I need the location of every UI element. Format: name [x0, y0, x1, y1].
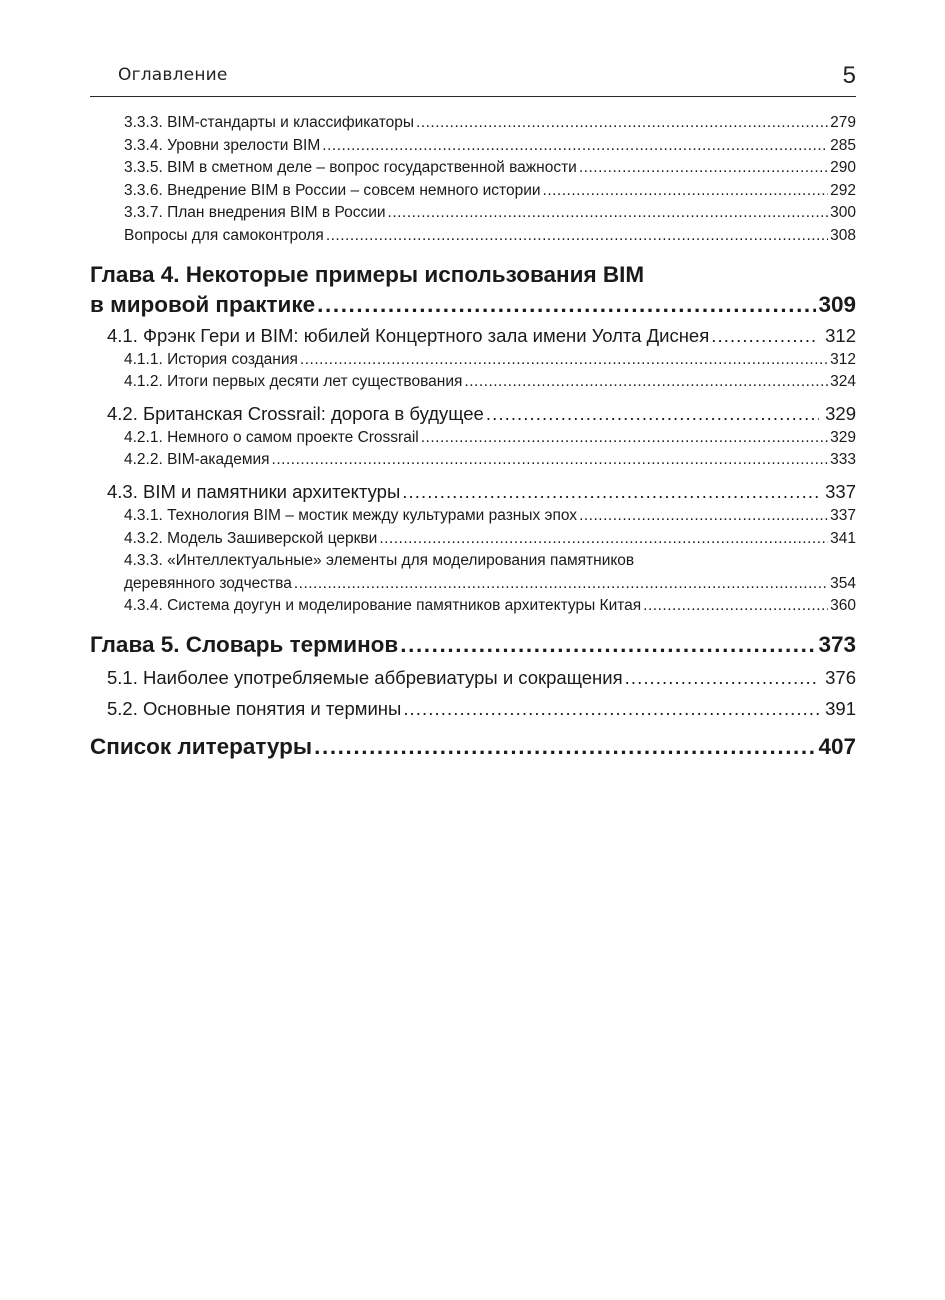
toc-entry-page: 279 [830, 114, 856, 131]
chapter-title-line1[interactable]: Глава 4. Некоторые примеры использования BIM [90, 261, 645, 287]
toc-entry-title-line1: 4.3.3. «Интеллектуальные» элементы для моделирования памятников [124, 552, 635, 570]
toc-entry-title: Вопросы для самоконтроля [124, 226, 324, 244]
toc-entry[interactable] [90, 371, 856, 394]
dot-leader [579, 157, 828, 180]
dot-leader [579, 505, 828, 528]
chapter-title: Глава 5. Словарь терминов [90, 631, 399, 657]
toc-entry-title-line2: деревянного зодчества [124, 574, 292, 592]
dot-leader [400, 630, 816, 660]
toc-entry[interactable] [90, 180, 856, 203]
chapter-title-line2: в мировой практике [90, 291, 316, 317]
toc-chapter-4 [90, 260, 856, 618]
toc-section-page: 376 [825, 666, 856, 688]
bibliography-heading[interactable] [90, 732, 856, 762]
running-header [90, 62, 856, 97]
chapter-page: 309 [818, 291, 856, 317]
toc-entry-page: 333 [830, 451, 856, 469]
toc-entry[interactable] [90, 349, 856, 372]
toc-entry-title: 4.1.2. Итоги первых десяти лет существования [124, 373, 463, 391]
toc-entry-title: 4.1.1. История создания [124, 350, 298, 368]
toc-entry-title: 4.3.2. Модель Зашиверской церкви [124, 529, 378, 547]
toc-entry[interactable] [90, 135, 856, 158]
toc-entry-page: 290 [830, 159, 856, 177]
bibliography-title: Список литературы [90, 733, 313, 759]
toc-entry[interactable] [90, 595, 856, 618]
dot-leader [317, 290, 816, 320]
running-header-title: Оглавление [118, 65, 228, 85]
dot-leader [543, 180, 829, 203]
chapter-page: 373 [818, 631, 856, 657]
page-number: 5 [842, 62, 856, 89]
bibliography-page: 407 [818, 733, 856, 759]
dot-leader [388, 202, 829, 225]
toc-entry-page: 329 [830, 428, 856, 446]
dot-leader [711, 322, 819, 349]
toc-entry[interactable] [90, 157, 856, 180]
toc-entry[interactable] [90, 427, 856, 450]
toc-section-page: 329 [825, 402, 856, 424]
toc-entry-page: 324 [830, 373, 856, 391]
toc-entry-title: 4.2.1. Немного о самом проекте Crossrail [124, 428, 419, 446]
toc-section[interactable] [90, 322, 856, 349]
dot-leader [314, 732, 816, 762]
dot-leader [464, 371, 828, 394]
toc-section-page: 391 [825, 697, 856, 719]
dot-leader [416, 112, 828, 135]
toc-entry[interactable] [90, 202, 856, 225]
toc-entry-wrapped[interactable] [90, 550, 856, 595]
toc-entry-title: 4.2.2. BIM-академия [124, 451, 270, 469]
dot-leader [643, 595, 828, 618]
toc-section[interactable] [90, 664, 856, 691]
toc-entry-page: 308 [830, 226, 856, 244]
toc-section-page: 312 [825, 324, 856, 346]
toc-entry-title: 3.3.6. Внедрение BIM в России – совсем немного истории [124, 181, 541, 199]
toc-entry[interactable] [90, 112, 856, 135]
toc-entry[interactable] [90, 225, 856, 248]
toc-chapter-5 [90, 630, 856, 722]
dot-leader [402, 478, 819, 505]
dot-leader [272, 449, 829, 472]
dot-leader [322, 135, 828, 158]
toc-entry-page: 300 [830, 204, 856, 222]
toc-entry-page: 354 [830, 574, 856, 592]
toc-section-title: 4.3. BIM и памятники архитектуры [107, 480, 401, 502]
dot-leader [294, 573, 828, 596]
table-of-contents [90, 112, 856, 762]
toc-entry-title: 3.3.4. Уровни зрелости BIM [124, 136, 321, 154]
dot-leader [625, 664, 820, 691]
toc-block-chapter3-continued [90, 112, 856, 248]
toc-section[interactable] [90, 400, 856, 427]
toc-entry[interactable] [90, 449, 856, 472]
toc-entry-line2 [90, 573, 856, 596]
toc-entry-page: 292 [830, 181, 856, 199]
toc-section[interactable] [90, 695, 856, 722]
toc-entry-page: 341 [830, 529, 856, 547]
toc-section-title: 5.1. Наиболее употребляемые аббревиатуры и сокращения [107, 666, 623, 688]
toc-section-page: 337 [825, 480, 856, 502]
toc-entry-page: 360 [830, 597, 856, 615]
dot-leader [326, 225, 828, 248]
chapter-heading[interactable] [90, 290, 856, 320]
toc-entry-title: 3.3.3. BIM-стандарты и классификаторы [124, 114, 415, 131]
toc-entry[interactable] [90, 528, 856, 551]
toc-section-title: 5.2. Основные понятия и термины [107, 697, 402, 719]
toc-entry-page: 337 [830, 506, 856, 524]
toc-entry-title: 4.3.1. Технология BIM – мостик между культурами разных эпох [124, 506, 578, 524]
dot-leader [421, 427, 828, 450]
toc-entry[interactable] [90, 505, 856, 528]
dot-leader [300, 349, 828, 372]
toc-section[interactable] [90, 478, 856, 505]
toc-entry-title: 4.3.4. Система доугун и моделирование памятников архитектуры Китая [124, 597, 642, 615]
toc-entry-page: 285 [830, 136, 856, 154]
chapter-heading[interactable] [90, 630, 856, 660]
toc-section-title: 4.1. Фрэнк Гери и BIM: юбилей Концертного зала имени Уолта Диснея [107, 324, 710, 346]
toc-entry-page: 312 [830, 350, 856, 368]
dot-leader [403, 695, 819, 722]
toc-entry-title: 3.3.5. BIM в сметном деле – вопрос государственной важности [124, 159, 577, 177]
dot-leader [486, 400, 819, 427]
dot-leader [379, 528, 828, 551]
toc-entry-title: 3.3.7. План внедрения BIM в России [124, 204, 386, 222]
toc-section-title: 4.2. Британская Crossrail: дорога в будущее [107, 402, 484, 424]
